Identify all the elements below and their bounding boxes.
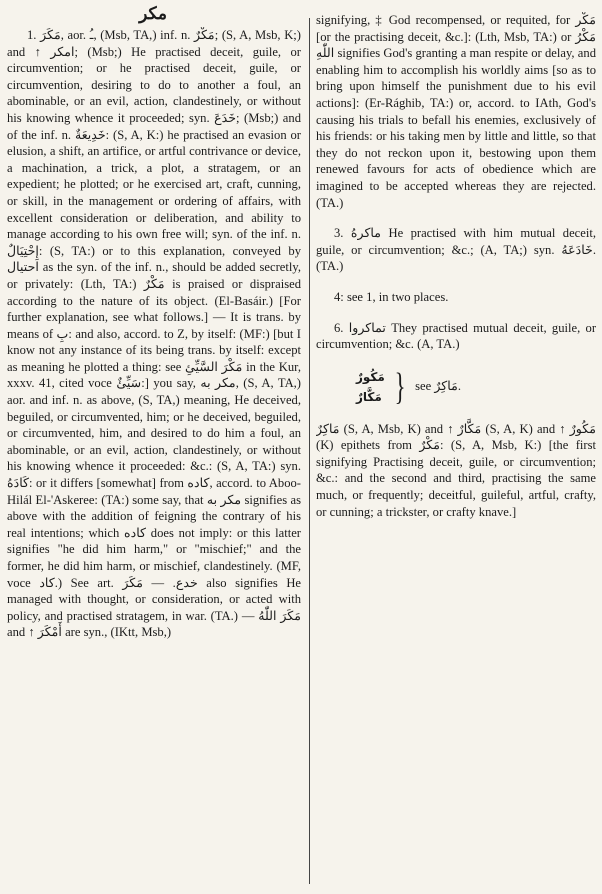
entry-form-1-continued: signifying, ‡ God recompensed, or requited, for مَكْر [or the practising deceit, &c.]: (Lth, Msb, TA:) or مَكْرُ اللّٰهِ signifies God's granting a man respite or delay, and enabling him to accomplish his worldly aims [so as to bring upon himself the punishment due to his evil actions]: (Er-Rághib, TA:) or, accord. to IAth, God's causing his trials to befall his enemies, exclusively of his friends: or his taking men by little and little, so that they do not reckon upon it, bestowing upon them renewed favours for acts of obedience which are imagined to be accepted whereas they are rejected. (TA.) [316,13,596,210]
entry-form-1: 1. مَكَرَ, aor. ـُ, (Msb, TA,) inf. n. مَكْرٌ; (S, A, Msb, K;) and ↑ امكر; (Msb;) He practised deceit, guile, or circumvention; or he practised deceit, guile, or circumvention, desiring to do to another a foul, an abominable, or an evil, action, clandestinely, or without his knowing whence it proceeded; syn. خَدَعَ; (Msb;) and of the inf. n. خَدِيعَةٌ: (S, A, K:) he practised an evasion or elusion, a shift, an artifice, or artful contrivance or device, a machination, a trick, a plot, a stratagem, or an expedient; he plotted; or he exercised art, craft, cunning, or skill, in the management or ordering of affairs, with excellent consideration or deliberation, and ability to manage according to his own free will; syn. of the inf. n. إِحْتِيَالٌ: (S, TA:) or to this explanation, conveyed by احتيال as the syn. of the inf. n., should be added secretly, or privately: (Lth, TA:) مَكْرٌ is praised or dispraised according to the nature of its object. (El-Basáir.) [For further explanation, see what follows.] — It is trans. by means of بِ: and also, accord. to Z, by itself: (MF:) [but I know not any instance of its being trans. by itself: except as meaning he plotted a thing: see مَكْرَ السَّيِّئِ in the Kur, xxxv. 41, cited voce سَيِّئٌ:] you say, مكر به, (S, A, TA,) aor. and inf. n. as above, (S, TA,) meaning, He deceived, beguiled, or circumvented, him; or he deceived, beguiled, or circumvented, him, and desired to do him a foul, an abominable, or an evil, action, clandestinely, or without his knowing whence it proceeded: &c.: (S, A, TA:) syn. كَادَهُ: or it differs [somewhat] from كاده, accord. to Aboo-Hilál El-'Askeree: (TA:) some say, that مكر به signifies as above with the addition of feigning the contrary of his real intentions; which كاده does not imply: or this latter signifies "he did him harm," or "mischief;" and the former, he did him harm, or mischief, clandestinely. (MF, voce كاد.) See art. خدع. — مَكَرَ also signifies He managed with thought, or consideration, or acted with policy, and practised stratagem, in war. (TA.) — مَكَرَ اللّٰهُ and ↑ أَمْكَرَ are syn., (IKtt, Msb,) [7,28,301,640]
column-divider [309,18,310,884]
left-column [7,27,301,889]
entry-form-3: 3. ماكرهُ He practised with him mutual deceit, guile, or circumvention; &c.; (A, TA;) syn. خَادَعَهُ. (TA.) [316,226,596,274]
entry-epithets: مَاكِرٌ (S, A, Msb, K) and ↑ مَكَّارٌ (S, A, K) and ↑ مَكُورٌ (K) epithets from مَكْرٌ: (S, A, Msb, K:) [the first signifying Practising deceit, guile, or circumvention; &c.: and the second and third, practising the same much, or frequently; deceitful, guileful, artful, crafty, or cunning; a trickster, or crafty knave.] [316,421,596,519]
entry-form-4: 4: see 1, in two places. [334,289,449,304]
bracket-word: مَكُورٌ [356,369,385,384]
right-column [316,12,596,552]
bracket-word: مَكَّارٌ [356,389,382,404]
brace-icon: } [394,365,406,408]
page-header-root: مكر [139,4,167,23]
bracket-see-text: see مَاكِرٌ. [415,379,462,394]
entry-form-6: 6. تماكروا They practised mutual deceit, guile, or circumvention; &c. (A, TA.) [316,320,596,352]
cross-reference-group [356,367,596,407]
bracket-words [356,367,385,407]
